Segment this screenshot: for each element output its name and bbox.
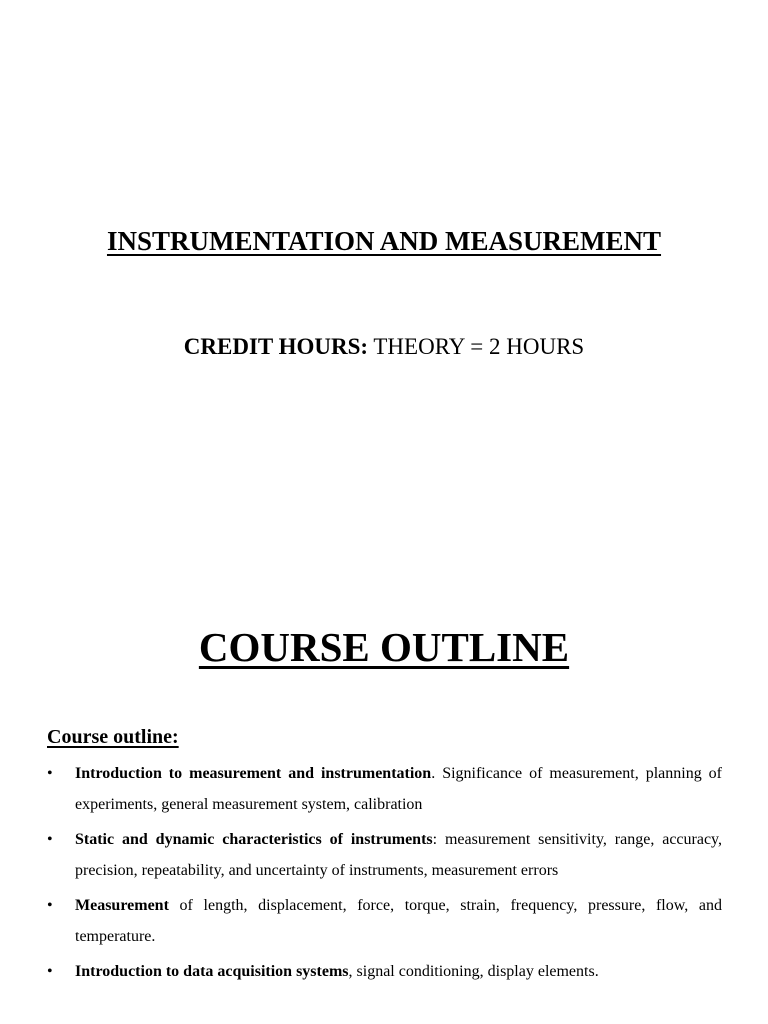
credit-hours-line — [0, 331, 768, 363]
outline-item-text: , signal conditioning, display elements. — [348, 963, 599, 980]
course-title — [0, 223, 768, 259]
outline-item-text: : measurement sensitivity, range, accuracy, precision, repeatability, and uncertainty of instruments, measurement errors — [75, 831, 723, 879]
bullet-icon: • — [47, 897, 53, 914]
bullet-icon: • — [47, 963, 53, 980]
outline-item-measurement-intro — [47, 758, 722, 820]
course-outline-list — [47, 758, 722, 991]
outline-item-lead: Static and dynamic characteristics of instruments — [75, 831, 433, 848]
outline-item-lead: Introduction to measurement and instrumentation — [75, 765, 432, 782]
credit-hours-label: CREDIT HOURS: — [183, 334, 369, 359]
bullet-icon: • — [47, 765, 53, 782]
outline-item-text: of length, displacement, force, torque, strain, frequency, pressure, flow, and temperature. — [75, 897, 722, 945]
outline-item-data-acquisition — [47, 956, 722, 987]
course-outline-heading-text: COURSE OUTLINE — [198, 624, 570, 670]
credit-hours-value: THEORY = 2 HOURS — [373, 334, 585, 359]
outline-item-lead: Measurement — [75, 897, 169, 914]
outline-item-text: . Significance of measurement, planning of experiments, general measurement system, calibration — [75, 765, 723, 813]
outline-item-characteristics — [47, 824, 722, 886]
outline-item-measurement-quantities — [47, 890, 722, 952]
course-outline-heading — [0, 620, 768, 674]
bullet-icon: • — [47, 831, 53, 848]
course-title-text: INSTRUMENTATION AND MEASUREMENT — [106, 226, 662, 256]
course-outline-subheading: Course outline: — [47, 726, 179, 748]
outline-item-lead: Introduction to data acquisition systems — [75, 963, 349, 980]
